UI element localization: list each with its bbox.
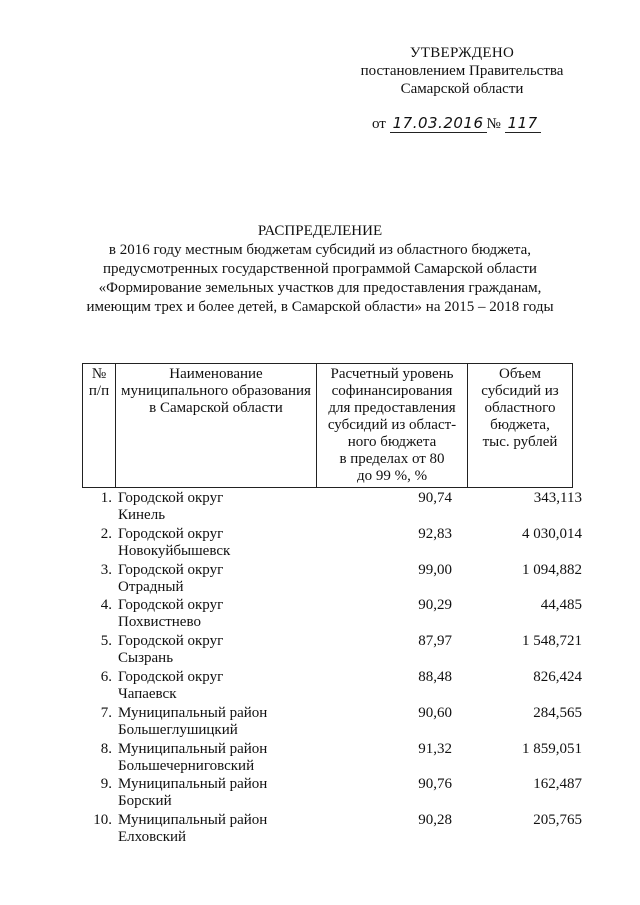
municipality-type: Муниципальный район <box>118 776 268 793</box>
cofinancing-rate: 90,76 <box>418 776 452 793</box>
municipality-type: Городской округ <box>118 597 224 614</box>
cofinancing-rate: 99,00 <box>418 561 452 578</box>
header-col-name: Наименование муниципального образования в Самарской области <box>116 364 317 488</box>
row-number: 8. <box>100 740 112 757</box>
header-col-rate: Расчетный уровень софинансирования для предоставления субсидий из област- ного бюджета в пределах от 80 до 99 %, % <box>317 364 468 488</box>
municipality-type: Муниципальный район <box>118 704 268 721</box>
municipality-title: Кинель <box>118 507 166 523</box>
municipality-type: Муниципальный район <box>118 812 268 829</box>
table-row <box>82 597 582 633</box>
cofinancing-rate: 92,83 <box>418 525 452 542</box>
cofinancing-rate: 90,28 <box>418 812 452 829</box>
municipality-title: Отрадный <box>118 578 184 595</box>
municipality-type: Городской округ <box>118 668 224 685</box>
row-number: 5. <box>100 633 112 650</box>
municipality-title: Елховский <box>118 829 187 846</box>
subsidy-amount: 4 030,014 <box>522 525 582 542</box>
table-row <box>82 812 582 848</box>
subsidy-amount: 1 094,882 <box>522 561 582 578</box>
municipality-name <box>118 776 318 810</box>
table-row <box>82 490 582 526</box>
municipality-type: Муниципальный район <box>118 740 268 757</box>
distribution-table-header <box>82 363 573 488</box>
municipality-name <box>118 526 318 560</box>
number-prefix: № <box>486 116 501 132</box>
municipality-type: Городской округ <box>118 525 224 542</box>
row-number: 7. <box>100 704 112 721</box>
municipality-name <box>118 633 318 667</box>
subsidy-amount: 162,487 <box>533 776 582 793</box>
cofinancing-rate: 90,60 <box>418 704 452 721</box>
municipality-name <box>118 705 318 739</box>
cofinancing-rate: 91,32 <box>418 740 452 757</box>
municipality-title: Похвистнево <box>118 614 201 631</box>
row-number: 4. <box>100 597 112 614</box>
municipality-title: Большечерниговский <box>118 757 255 774</box>
table-row <box>82 633 582 669</box>
municipality-name <box>118 490 318 524</box>
cofinancing-rate: 90,74 <box>418 490 452 506</box>
heading-line-2: предусмотренных государственной программой Самарской области <box>103 261 537 277</box>
municipality-name <box>118 562 318 596</box>
table-row <box>82 776 582 812</box>
municipality-type: Городской округ <box>118 490 224 506</box>
municipality-name <box>118 741 318 775</box>
municipality-name <box>118 669 318 703</box>
table-row <box>82 741 582 777</box>
heading-line-3: «Формирование земельных участков для предоставления гражданам, <box>98 280 542 296</box>
subsidy-amount: 1 548,721 <box>522 633 582 650</box>
subsidy-amount: 343,113 <box>533 490 582 506</box>
handwritten-date: 17.03.2016 <box>390 114 487 133</box>
table-row <box>82 526 582 562</box>
municipality-title: Сызрань <box>118 650 174 667</box>
subsidy-amount: 205,765 <box>533 812 582 829</box>
subsidy-amount: 284,565 <box>533 704 582 721</box>
municipality-type: Городской округ <box>118 633 224 650</box>
municipality-title: Новокуйбышевск <box>118 542 231 559</box>
header-col-number: № п/п <box>83 364 116 488</box>
row-number: 9. <box>100 776 112 793</box>
municipality-title: Борский <box>118 793 172 810</box>
distribution-table-body <box>82 490 582 848</box>
row-number: 10. <box>93 812 112 829</box>
cofinancing-rate: 88,48 <box>418 668 452 685</box>
row-number: 1. <box>100 490 112 506</box>
municipality-type: Городской округ <box>118 561 224 578</box>
approval-block <box>352 44 572 98</box>
heading-line-4: имеющим трех и более детей, в Самарской области» на 2015 – 2018 годы <box>86 299 554 315</box>
heading-title: РАСПРЕДЕЛЕНИЕ <box>257 223 383 239</box>
municipality-name <box>118 812 318 846</box>
date-prefix: от <box>372 116 386 132</box>
row-number: 6. <box>100 668 112 685</box>
subsidy-amount: 826,424 <box>533 668 582 685</box>
subsidy-amount: 44,485 <box>540 597 582 614</box>
handwritten-number: 117 <box>505 114 541 133</box>
approval-line-1: постановлением Правительства <box>360 63 564 79</box>
document-heading <box>60 222 580 317</box>
table-row <box>82 562 582 598</box>
table-row <box>82 669 582 705</box>
row-number: 2. <box>100 525 112 542</box>
header-col-amount: Объем субсидий из областного бюджета, тыс. рублей <box>468 364 573 488</box>
approval-line-2: Самарской области <box>400 81 524 97</box>
municipality-title: Чапаевск <box>118 685 177 702</box>
row-number: 3. <box>100 561 112 578</box>
table-row <box>82 705 582 741</box>
cofinancing-rate: 90,29 <box>418 597 452 614</box>
municipality-title: Большеглушицкий <box>118 721 238 738</box>
decree-reference <box>372 113 572 134</box>
cofinancing-rate: 87,97 <box>418 633 452 650</box>
heading-line-1: в 2016 году местным бюджетам субсидий из областного бюджета, <box>108 242 532 258</box>
approval-title: УТВЕРЖДЕНО <box>409 45 515 61</box>
subsidy-amount: 1 859,051 <box>522 740 582 757</box>
municipality-name <box>118 597 318 631</box>
